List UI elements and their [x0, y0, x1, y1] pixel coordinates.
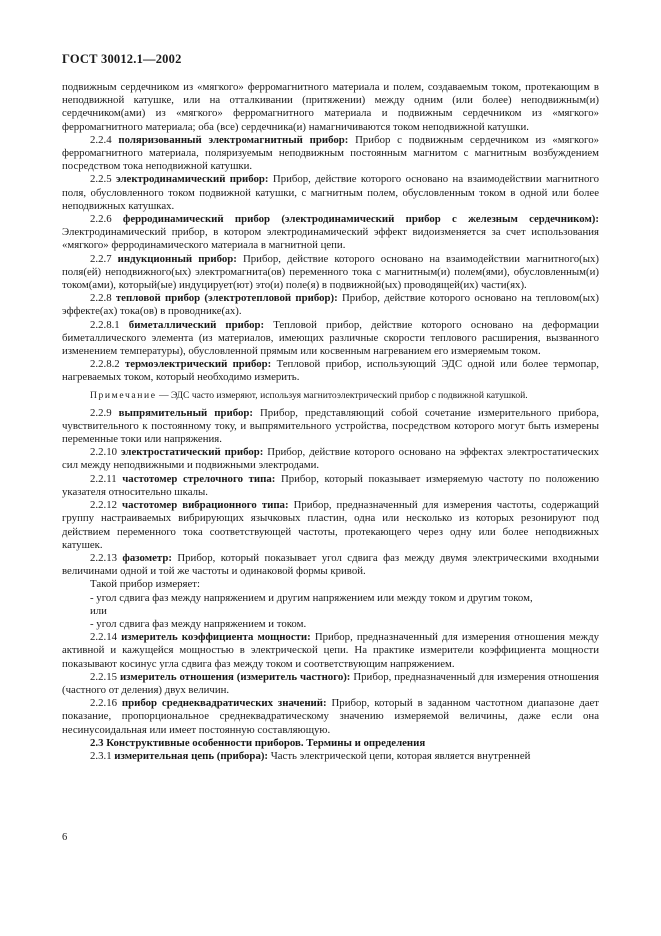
definition-2-2-8: 2.2.8 тепловой прибор (электротепловой прибор): Прибор, действие которого основано на тепловом(ых) эффекте(ах) тока(ов) в проводнике(ах). — [62, 292, 599, 318]
definition-2-2-6: 2.2.6 ферродинамический прибор (электродинамический прибор с железным сердечником): Электродинамический прибор, в котором электродинамический эффект видоизменяется за счет использования «мягкого» ферродинамического материала в магнитной цепи. — [62, 213, 600, 252]
definition-2-3-1: 2.3.1 измерительная цепь (прибора): Часть электрической цепи, которая является внутренней — [90, 749, 531, 762]
definition-2-2-10: 2.2.10 электростатический прибор: Прибор, действие которого основано на эффектах электростатических сил между неподвижными и подвижными электродами. — [62, 446, 600, 472]
definition-2-2-11: 2.2.11 частотомер стрелочного типа: Прибор, который показывает измеряемую частоту по положению указателя относительно шкалы. — [62, 472, 600, 498]
definition-2-2-9: 2.2.9 выпрямительный прибор: Прибор, представляющий собой сочетание измерительного прибора, чувствительного к постоянному току, и выпрямительного устройства, посредством которого могут быть измерены переменные токи или напряжения. — [62, 406, 599, 446]
list-item: - угол сдвига фаз между напряжением и другим напряжением или между током и другим током, — [90, 591, 533, 604]
definition-2-2-7: 2.2.7 индукционный прибор: Прибор, действие которого основано на взаимодействии магнитного(ых) поля(ей) неподвижного(ых) электромагнита(ов) переменного тока с магнитным(и) полем(ями), обусловленным(и) током(ами), который(ые) индуцирует(ют) это(и) поле(я) в подвижной(ых) проводящей(их) части(ях). — [62, 252, 599, 292]
note-text: — ЭДС часто измеряют, используя магнитоэлектрический прибор с подвижной катушкой. — [158, 389, 528, 401]
page-number: 6 — [62, 832, 68, 843]
definition-2-2-16: 2.2.16 прибор среднеквадратических значений: Прибор, который в заданном частотном диапазоне дает показание, пропорциональное среднеквадратическому значению измеряемой величины, даже если она несинусоидальная или имеет постоянную составляющую. — [62, 697, 600, 736]
note — [62, 390, 599, 402]
document-body — [62, 81, 599, 763]
definition-2-2-4: 2.2.4 поляризованный электромагнитный прибор: Прибор с подвижным сердечником из «мягкого» ферромагнитного материала, поляризуемым неподвижным постоянным магнитом с магнитным возбуждением посредством тока неподвижной катушки. — [62, 133, 600, 173]
definition-2-2-8-1: 2.2.8.1 биметаллический прибор: Тепловой прибор, действие которого основано на деформации биметаллического элемента (из материалов, имеющих различные скорости теплового расширения, вызванного изменением температуры), обусловленной прямым или косвенным нагреванием его измеряемым током. — [62, 318, 599, 358]
definition-2-2-5: 2.2.5 электродинамический прибор: Прибор, действие которого основано на взаимодействии магнитного поля, обусловленного током подвижной катушки, с магнитным полем, обусловленным током в одной или более неподвижных катушках. — [62, 173, 599, 212]
paragraph-continuation: подвижным сердечником из «мягкого» ферромагнитного материала и полем, создаваемым током, протекающим в неподвижной катушке, или на отталкивании (притяжении) между одним (или более) неподвижным(и) сердечником(ами) из «мягкого» ферромагнитного материала и подвижным сердечником из «мягкого» ферромагнитного материала; оба (все) сердечника(и) намагничиваются током неподвижной катушки. — [62, 81, 599, 133]
list-item: - угол сдвига фаз между напряжением и током. — [90, 617, 307, 630]
definition-2-2-15: 2.2.15 измеритель отношения (измеритель частного): Прибор, предназначенный для измерения отношения (частного от деления) двух величин. — [62, 670, 600, 696]
definition-2-2-14: 2.2.14 измеритель коэффициента мощности: Прибор, предназначенный для измерения отношения между активной и кажущейся мощностью в электрической цепи. На практике измерители коэффициента мощности показывают косинус угла сдвига фаз между током и соответствующим напряжением. — [62, 631, 599, 670]
section-heading: 2.3 Конструктивные особенности приборов. Термины и определения — [90, 736, 426, 749]
list-connector: или — [90, 604, 107, 617]
definition-2-2-8-2: 2.2.8.2 термоэлектрический прибор: Тепловой прибор, использующий ЭДС одной или более термопар, нагреваемых током, который необходимо измерить. — [62, 358, 600, 384]
page-header: ГОСТ 30012.1—2002 — [62, 52, 182, 66]
definition-2-2-13: 2.2.13 фазометр: Прибор, который показывает угол сдвига фаз между двумя электрическими входными величинами одной и той же частоты и одинаковой формы кривой. — [62, 551, 599, 578]
list-intro: Такой прибор измеряет: — [90, 578, 201, 591]
definition-2-2-12: 2.2.12 частотомер вибрационного типа: Прибор, предназначенный для измерения частоты, содержащий группу настраиваемых вибрирующих язычковых пластин, одна или несколько из которых резонируют под действием переменного тока соответствующей частоты, протекающего через одну или более неподвижных катушек. — [62, 499, 599, 551]
note-label: Примечание — [90, 389, 157, 401]
